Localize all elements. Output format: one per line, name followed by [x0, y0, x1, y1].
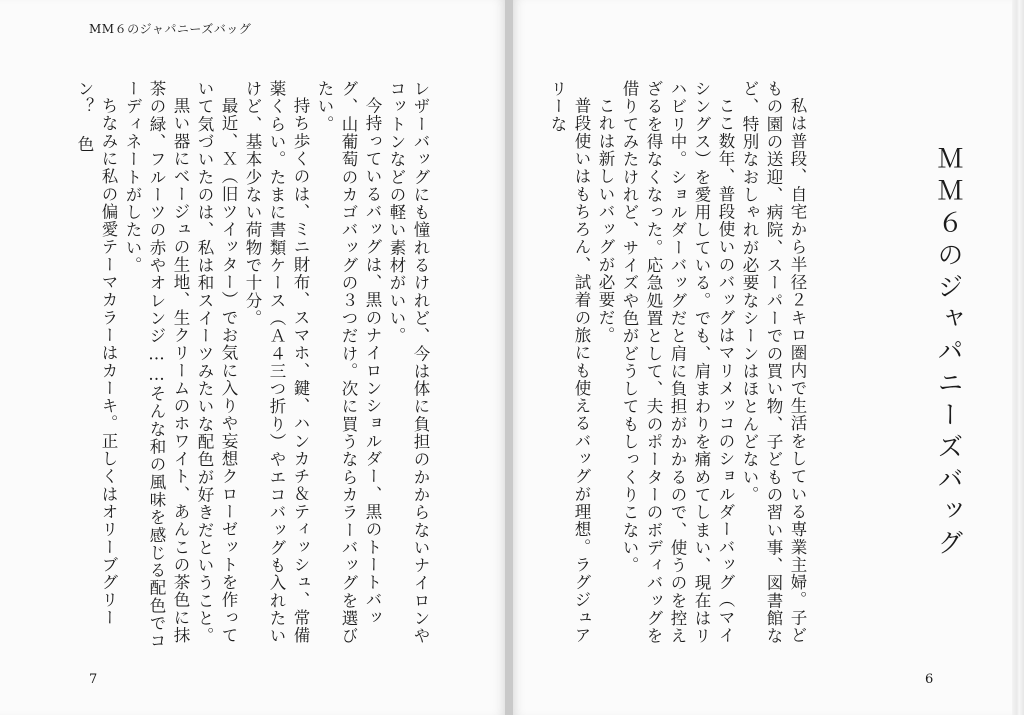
- paragraph: 黒い器にベージュの生地、生クリームのホワイト、あんこの茶色に抹茶の緑、フルーツの赤やオレンジ……そんな和の風味を感じる配色でコーディネートがしたい。: [123, 80, 190, 650]
- left-page-body: [72, 80, 432, 650]
- paragraph: 持ち歩くのは、ミニ財布、スマホ、鍵、ハンカチ＆ティッシュ、常備薬くらい。たまに書類ケース（Ａ４三つ折り）やエコバッグも入れたいけど、基本少ない荷物で十分。: [243, 80, 310, 645]
- page-edge: [1012, 0, 1024, 715]
- right-page: [513, 0, 1024, 715]
- paragraph: ここ数年、普段使いのバッグはマリメッコのショルダーバッグ（マイシングス）を愛用している。でも、肩まわりを痛めてしまい、現在はリハビリ中。ショルダーバッグだと肩に負担がかかるので、使うのを控えざるを得なくなった。応急処置として、夫のポーターのボディバッグを借りてみたけれど、サイズや色がどうしてもしっくりこない。: [620, 80, 735, 645]
- right-page-body: [545, 80, 809, 650]
- chapter-title: ＭＭ６のジャパニーズバッグ: [933, 145, 963, 561]
- left-page: [0, 0, 505, 715]
- paragraph: ちなみに私の偏愛テーマカラーはカーキ。正しくはオリーブグリーン？ 色: [75, 80, 118, 626]
- page-number: 7: [89, 672, 98, 687]
- running-head: MM６のジャパニーズバッグ: [89, 22, 252, 36]
- paragraph: 最近、Ｘ（旧ツイッター）でお気に入りや妄想クローゼットを作っていて気づいたのは、私は和スイーツみたいな配色が好きだということ。: [195, 80, 238, 645]
- paragraph: これは新しいバッグが必要だ。: [596, 96, 615, 344]
- paragraph: 私は普段、自宅から半径２キロ圏内で生活をしている専業主婦。子どもの園の送迎、病院、スーパーでの買い物、子どもの習い事、図書館など、特別なおしゃれが必要なシーンはほとんどない。: [740, 80, 807, 645]
- paragraph: レザーバッグにも憧れるけれど、今は体に負担のかからないナイロンやコットンなどの軽い素材がいい。: [387, 80, 430, 645]
- paragraph: 今持っているバッグは、黒のナイロンショルダー、黒のトートバッグ、山葡萄のカゴバッグの３つだけ。次に買うならカラーバッグを選びたい。: [315, 80, 382, 645]
- page-number: 6: [925, 672, 934, 687]
- paragraph: 普段使いはもちろん、試着の旅にも使えるバッグが理想。ラグジュアリーな: [548, 80, 591, 644]
